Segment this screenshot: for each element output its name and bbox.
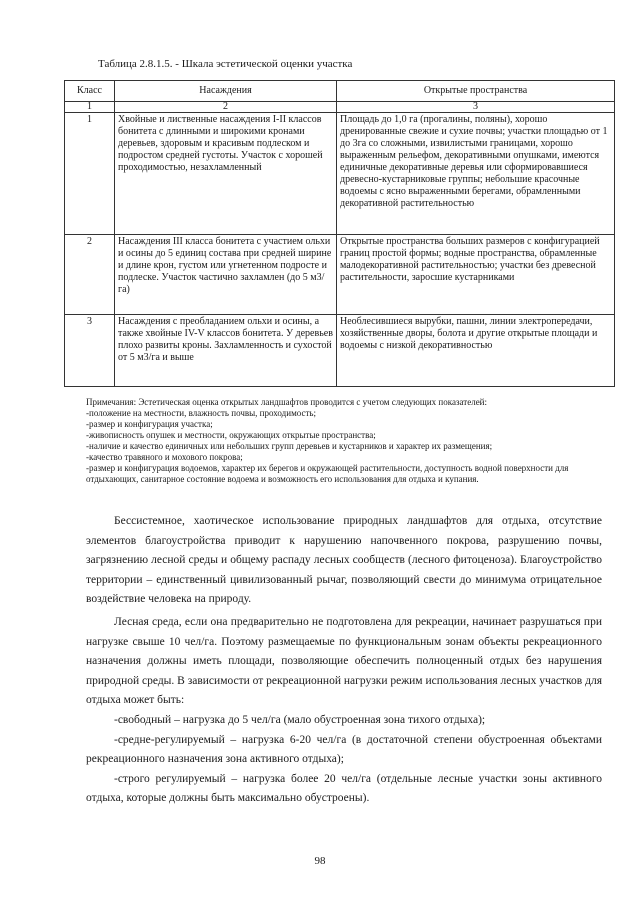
header-class: Класс xyxy=(65,81,115,102)
page-number: 98 xyxy=(314,855,326,867)
table-row xyxy=(65,113,615,235)
regime-item: -свободный – нагрузка до 5 чел/га (мало обустроенная зона тихого отдыха); xyxy=(114,713,486,726)
class-cell: 2 xyxy=(65,235,115,315)
table-numbering-row xyxy=(65,102,615,113)
plantings-cell: Насаждения с преобладанием ольхи и осины, а также хвойные IV-V классов бонитета. У деревьев плохо развиты кроны. Захламленность и сухостой от 5 м3/га и выше xyxy=(115,315,337,387)
note-line: -наличие и качество единичных или небольших групп деревьев и кустарников и характер их размещения; xyxy=(86,441,493,451)
table-row xyxy=(65,235,615,315)
open-spaces-cell: Площадь до 1,0 га (прогалины, поляны), хорошо дренированные свежие и сухие почвы; участки площадью от 1 до 3га со сложными, извилистыми границами, хорошо выраженным рельефом, декоративными опушками, имеются единичные декоративные деревья или сформировавшиеся древесно-кустарниковые группы; небольшие красочные водоемы с ясно выраженными берегами, обрамленными декоративной растительностью xyxy=(337,113,615,235)
note-line: -размер и конфигурация водоемов, характер их берегов и окружающей растительности, доступность водной поверхности для отдыхающих, санитарное состояние водоема и возможность его использования для отдыха и купания. xyxy=(86,463,569,484)
column-number: 2 xyxy=(115,102,337,113)
aesthetic-scale-table xyxy=(64,80,615,387)
note-line: Примечания: Эстетическая оценка открытых ландшафтов проводится с учетом следующих показателей: xyxy=(86,397,488,407)
header-plantings: Насаждения xyxy=(115,81,337,102)
column-number: 3 xyxy=(337,102,615,113)
regime-item: -средне-регулируемый – нагрузка 6-20 чел/га (в достаточной степени обустроенная объектами рекреационного назначения зона активного отдыха); xyxy=(86,733,602,766)
table-header-row xyxy=(65,81,615,102)
paragraph: Лесная среда, если она предварительно не подготовлена для рекреации, начинает разрушаться при нагрузке свыше 10 чел/га. Поэтому размещаемые по функциональным зонам объекты рекреационного назначения должны иметь площади, позволяющие обеспечить полноценный отдых без нарушения природной среды. В зависимости от рекреационной нагрузки режим использования лесных участков для отдыха может быть: xyxy=(86,615,602,707)
note-line: -живописность опушек и местности, окружающих открытые пространства; xyxy=(86,430,376,440)
plantings-cell: Насаждения III класса бонитета с участием ольхи и осины до 5 единиц состава при средней ширине и длине крон, густом или угнетенном подросте и подлеске. Участок частично захламлен (до 5 м3/га) xyxy=(115,235,337,315)
note-line: -размер и конфигурация участка; xyxy=(86,419,213,429)
class-cell: 3 xyxy=(65,315,115,387)
note-line: -качество травяного и мохового покрова; xyxy=(86,452,243,462)
open-spaces-cell: Открытые пространства больших размеров с конфигурацией границ простой формы; водные пространства, обрамленные малодекоративной растительностью; участки без древесной растительности, заросшие кустарниками xyxy=(337,235,615,315)
note-line: -положение на местности, влажность почвы, проходимость; xyxy=(86,408,317,418)
body-text xyxy=(86,512,602,809)
class-cell: 1 xyxy=(65,113,115,235)
table-notes xyxy=(86,397,614,485)
header-open-spaces: Открытые пространства xyxy=(337,81,615,102)
paragraph: Бессистемное, хаотическое использование природных ландшафтов для отдыха, отсутствие элементов благоустройства приводит к нарушению напочвенного покрова, разрушению почвы, загрязнению лесной среды и общему распаду лесных сообществ (лесного фитоценоза). Благоустройство территории – единственный цивилизованный рычаг, позволяющий свести до минимума отрицательное воздействие человека на природу. xyxy=(86,515,602,606)
plantings-cell: Хвойные и лиственные насаждения I-II классов бонитета с длинными и широкими кронами деревьев, здоровым и красивым подлеском и подростом средней густоты. Участок с хорошей проходимостью, незахламленный xyxy=(115,113,337,235)
regime-item: -строго регулируемый – нагрузка более 20 чел/га (отдельные лесные участки зоны активного отдыха, которые должны быть максимально обустроены). xyxy=(86,772,602,805)
open-spaces-cell: Необлесившиеся вырубки, пашни, линии электропередачи, хозяйственные дворы, болота и другие открытые площади и водоемы с низкой декоративностью xyxy=(337,315,615,387)
table-caption: Таблица 2.8.1.5. - Шкала эстетической оценки участка xyxy=(98,58,353,70)
table-row xyxy=(65,315,615,387)
column-number: 1 xyxy=(65,102,115,113)
